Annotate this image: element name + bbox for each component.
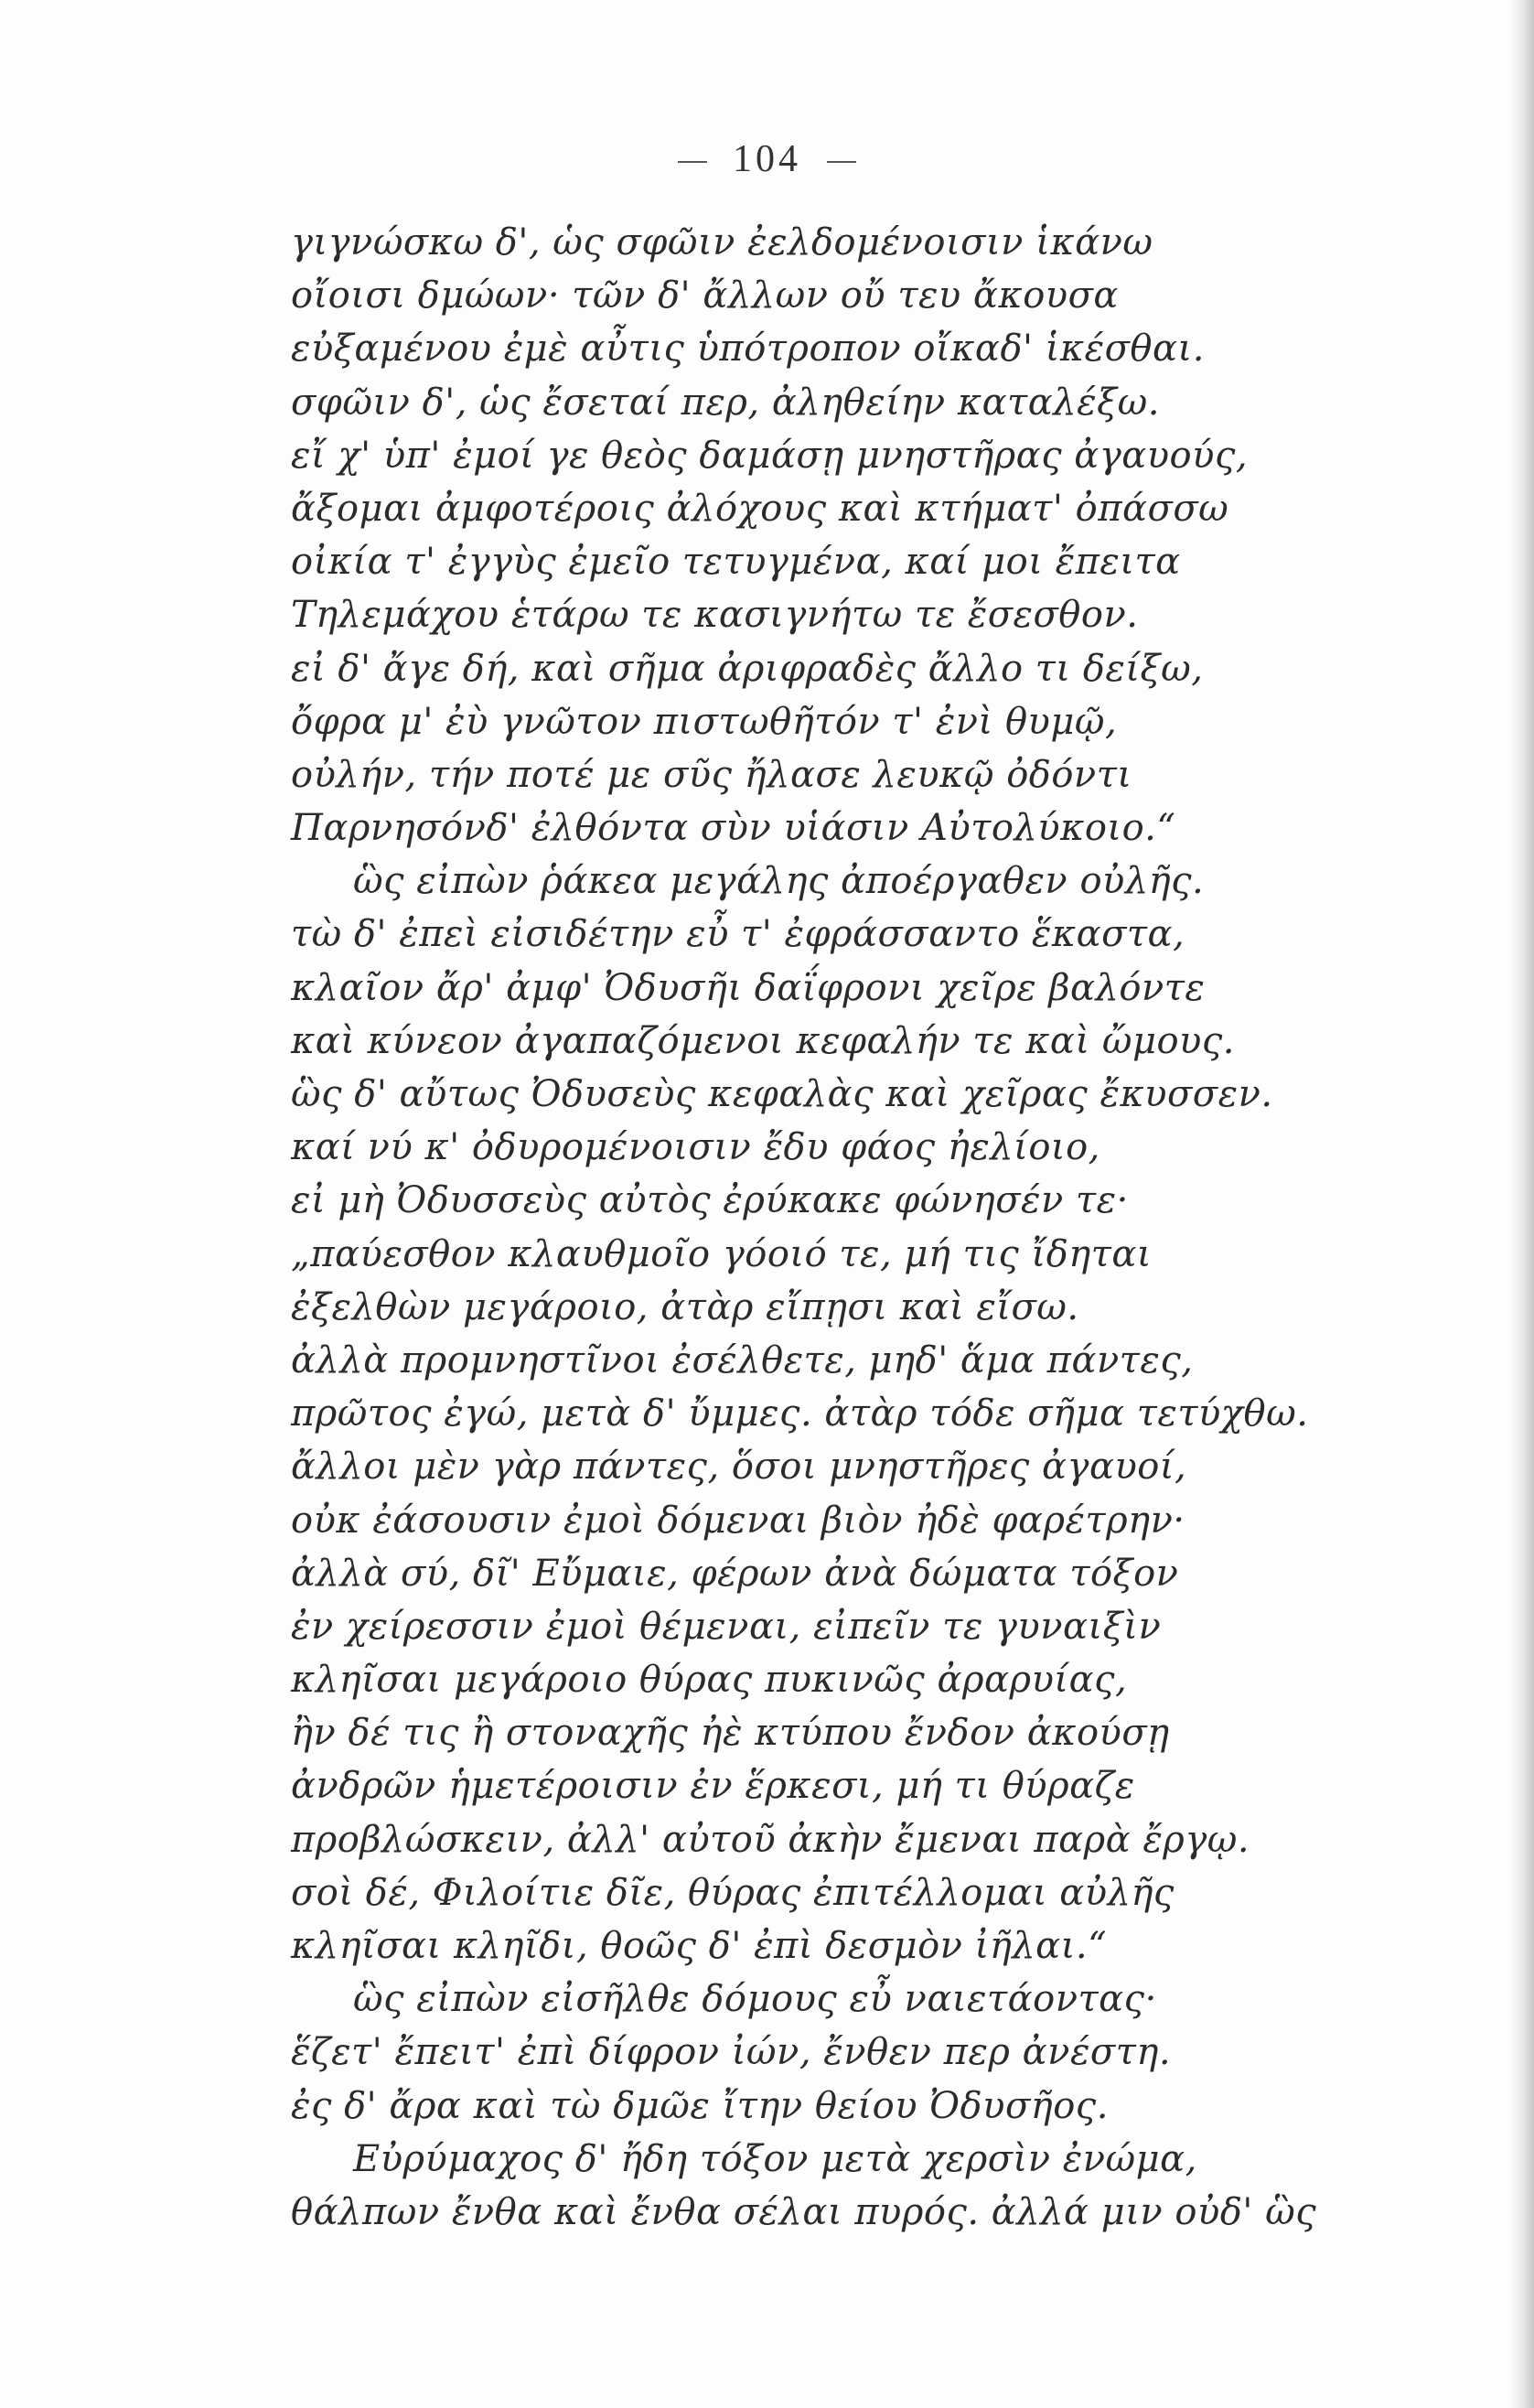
verse-line: εἴ χ' ὑπ' ἐμοί γε θεὸς δαμάσῃ μνηστῆρας ἀγαυούς,: [291, 434, 1249, 477]
left-dash: [678, 161, 707, 163]
verse-line: Τηλεμάχου ἑτάρω τε κασιγνήτω τε ἔσεσθον.: [291, 594, 1139, 637]
verse-line: ἄλλοι μὲν γὰρ πάντες, ὅσοι μνηστῆρες ἀγαυοί,: [291, 1446, 1187, 1489]
right-dash: [827, 161, 856, 163]
verse-line: κλαῖον ἄρ' ἀμφ' Ὀδυσῆι δαΐφρονι χεῖρε βαλόντε: [291, 966, 1206, 1009]
poem-text-block: [291, 216, 1370, 2239]
verse-line: πρῶτος ἐγώ, μετὰ δ' ὔμμες. ἀτὰρ τόδε σῆμα τετύχθω.: [291, 1392, 1309, 1435]
verse-line: ἕζετ' ἔπειτ' ἐπὶ δίφρον ἰών, ἔνθεν περ ἀνέστη.: [291, 2031, 1172, 2074]
verse-line: Παρνησόνδ' ἐλθόντα σὺν υἱάσιν Αὐτολύκοιο.“: [291, 807, 1176, 850]
verse-line: ἐς δ' ἄρα καὶ τὼ δμῶε ἴτην θείου Ὀδυσῆος.: [291, 2084, 1109, 2127]
verse-line: γιγνώσκω δ', ὡς σφῶιν ἐελδομένοισιν ἱκάνω: [291, 221, 1153, 263]
page-number-header: [0, 137, 1534, 181]
verse-line: τὼ δ' ἐπεὶ εἰσιδέτην εὖ τ' ἐφράσσαντο ἕκαστα,: [291, 913, 1185, 956]
verse-line: κληῖσαι κληῖδι, θοῶς δ' ἐπὶ δεσμὸν ἰῆλαι.“: [291, 1925, 1108, 1967]
verse-line: οὐκ ἐάσουσιν ἐμοὶ δόμεναι βιὸν ἠδὲ φαρέτρην·: [291, 1499, 1185, 1542]
verse-line: ἐν χείρεσσιν ἐμοὶ θέμεναι, εἰπεῖν τε γυναιξὶν: [291, 1605, 1162, 1648]
verse-line: ὣς δ' αὔτως Ὀδυσεὺς κεφαλὰς καὶ χεῖρας ἔκυσσεν.: [291, 1073, 1273, 1115]
verse-line: σφῶιν δ', ὡς ἔσεταί περ, ἀληθείην καταλέξω.: [291, 381, 1160, 424]
verse-line: καί νύ κ' ὀδυρομένοισιν ἔδυ φάος ἠελίοιο,: [291, 1126, 1100, 1169]
verse-line: ἀνδρῶν ἡμετέροισιν ἐν ἕρκεσι, μή τι θύραζε: [291, 1765, 1135, 1808]
page-edge-shadow: [1510, 0, 1534, 2408]
verse-line: ἀλλὰ προμνηστῖνοι ἐσέλθετε, μηδ' ἅμα πάντες,: [291, 1338, 1194, 1381]
verse-line: ὄφρα μ' ἐὺ γνῶτον πιστωθῆτόν τ' ἐνὶ θυμῷ,: [291, 700, 1118, 743]
page-number: 104: [733, 138, 801, 180]
verse-line: κληῖσαι μεγάροιο θύρας πυκινῶς ἀραρυίας,: [291, 1659, 1128, 1702]
verse-line: οἴοισι δμώων· τῶν δ' ἄλλων οὔ τευ ἄκουσα: [291, 274, 1119, 317]
verse-line: θάλπων ἔνθα καὶ ἔνθα σέλαι πυρός. ἀλλά μιν οὐδ' ὣς: [291, 2190, 1317, 2233]
verse-line: ὣς εἰπὼν εἰσῆλθε δόμους εὖ ναιετάοντας·: [353, 1978, 1157, 2021]
verse-line: ἄξομαι ἀμφοτέροις ἀλόχους καὶ κτήματ' ὀπάσσω: [291, 487, 1229, 530]
verse-line: „παύεσθον κλαυθμοῖο γόοιό τε, μή τις ἴδηται: [291, 1232, 1153, 1275]
verse-line: καὶ κύνεον ἀγαπαζόμενοι κεφαλήν τε καὶ ὤμους.: [291, 1019, 1235, 1062]
verse-line: εἰ μὴ Ὀδυσσεὺς αὐτὸς ἐρύκακε φώνησέν τε·: [291, 1179, 1129, 1222]
verse-line: ἀλλὰ σύ, δῖ' Εὔμαιε, φέρων ἀνὰ δώματα τόξον: [291, 1552, 1179, 1595]
verse-line: σοὶ δέ, Φιλοίτιε δῖε, θύρας ἐπιτέλλομαι αὐλῆς: [291, 1871, 1175, 1914]
verse-line: οἰκία τ' ἐγγὺς ἐμεῖο τετυγμένα, καί μοι ἔπειτα: [291, 541, 1181, 584]
verse-line: οὐλήν, τήν ποτέ με σῦς ἤλασε λευκῷ ὀδόντι: [291, 753, 1132, 796]
verse-line: Εὐρύμαχος δ' ἤδη τόξον μετὰ χερσὶν ἐνώμα,: [353, 2137, 1197, 2180]
verse-line: ἐξελθὼν μεγάροιο, ἀτὰρ εἴπῃσι καὶ εἴσω.: [291, 1285, 1079, 1328]
verse-line: προβλώσκειν, ἀλλ' αὐτοῦ ἀκὴν ἔμεναι παρὰ ἔργῳ.: [291, 1818, 1250, 1861]
verse-line: εὐξαμένου ἐμὲ αὖτις ὑπότροπον οἴκαδ' ἱκέσθαι.: [291, 328, 1205, 371]
verse-line: ὣς εἰπὼν ῥάκεα μεγάλης ἀποέργαθεν οὐλῆς.: [353, 860, 1205, 903]
verse-line: εἰ δ' ἄγε δή, καὶ σῆμα ἀριφραδὲς ἄλλο τι δείξω,: [291, 647, 1204, 690]
verse-line: ἢν δέ τις ἢ στοναχῆς ἠὲ κτύπου ἔνδον ἀκούσῃ: [291, 1712, 1170, 1755]
